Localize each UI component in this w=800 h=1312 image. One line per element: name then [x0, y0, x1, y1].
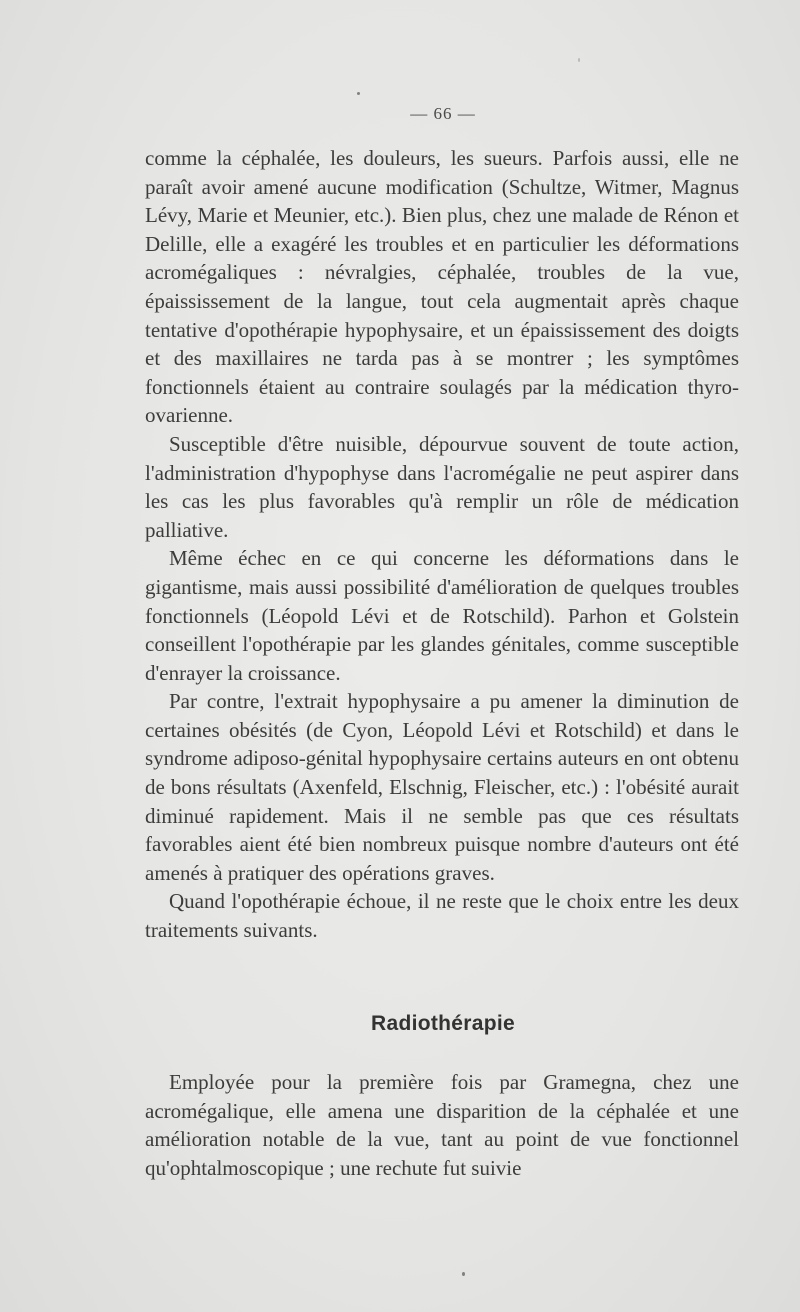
page-number: — 66 —	[410, 104, 476, 123]
section-text	[145, 1068, 739, 1182]
print-speck	[462, 1272, 465, 1276]
paragraph-radiotherapie: Employée pour la première fois par Gramegna, chez une acromégalique, elle amena une disparition de la céphalée et une amélioration notable de la vue, tant au point de vue fonctionnel qu'ophtalmoscopique ; une rechute fut suivie	[145, 1070, 739, 1180]
paragraph-choix-traitements: Quand l'opothérapie échoue, il ne reste que le choix entre les deux traitements suivants.	[145, 889, 739, 943]
paragraph-gigantisme: Même échec en ce qui concerne les déformations dans le gigantisme, mais aussi possibilité d'amélioration de quelques troubles fonctionnels (Léopold Lévi et de Rotschild). Parhon et Golstein conseillent l'opothérapie par les glandes génitales, comme susceptible d'enrayer la croissance.	[145, 546, 739, 685]
paragraph-continuation: comme la céphalée, les douleurs, les sueurs. Parfois aussi, elle ne paraît avoir amené aucune modification (Schultze, Witmer, Magnus Lévy, Marie et Meunier, etc.). Bien plus, chez une malade de Rénon et Delille, elle a exagéré les troubles et en particulier les déformations acromégaliques : névralgies, céphalée, troubles de la vue, épaississement de la langue, tout cela augmentait après chaque tentative d'opothérapie hypophysaire, et un épaississement des doigts et des maxillaires ne tarda pas à se montrer ; les symptômes fonctionnels étaient au contraire soulagés par la médication thyro-ovarienne.	[145, 146, 739, 428]
section-heading: Radiothérapie	[371, 1012, 515, 1035]
print-speck	[578, 58, 580, 62]
paragraph-hypophyse-action: Susceptible d'être nuisible, dépourvue souvent de toute action, l'administration d'hypophyse dans l'acromégalie ne peut aspirer dans les cas les plus favorables qu'à remplir un rôle de médication palliative.	[145, 431, 739, 542]
paragraph-obesite: Par contre, l'extrait hypophysaire a pu amener la diminution de certaines obésités (de Cyon, Léopold Lévi et Rotschild) et dans le syndrome adiposo-génital hypophysaire certains auteurs en ont obtenu de bons résultats (Axenfeld, Elschnig, Fleischer, etc.) : l'obésité aurait diminué rapidement. Mais il ne semble pas que ces résultats favorables aient été bien nombreux puisque nombre d'auteurs ont été amenés à pratiquer des opérations graves.	[145, 689, 739, 885]
body-text	[145, 144, 739, 945]
print-speck	[357, 92, 360, 95]
